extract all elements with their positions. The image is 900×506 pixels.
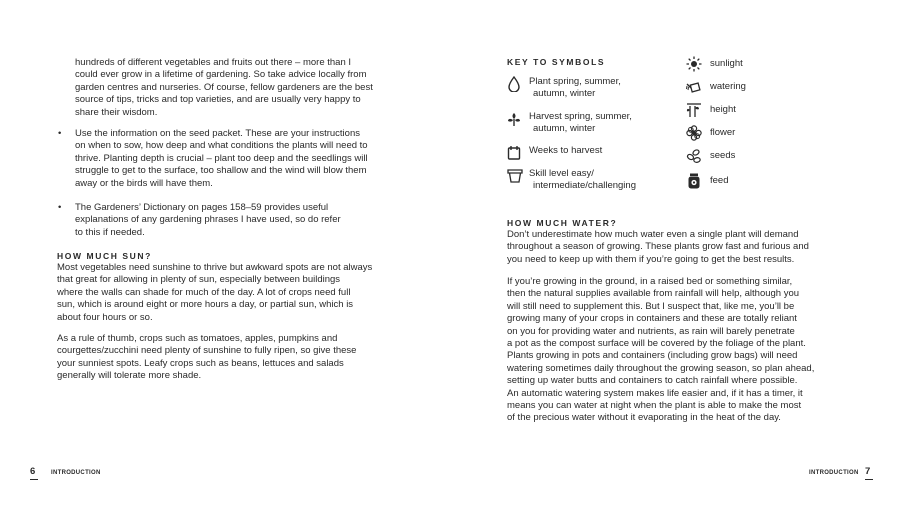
calendar-icon [507,145,523,161]
pot-icon [507,168,523,184]
flower-icon [686,125,702,141]
sun-paragraph-1: Most vegetables need sunshine to thrive but awkward spots are not always that great for allowing in plenty of sun, especially between buildings where the walls can shade for much of the day. A lot of crops need full sun, which is around eight or more hours a day, or partial sun, which is about four hours or so. [57,262,373,323]
sun-icon [686,56,702,72]
symbol-sunlight: sunlight [686,56,743,72]
sun-heading: HOW MUCH SUN? [57,251,152,261]
height-icon [686,102,702,118]
bullet-dictionary: The Gardeners’ Dictionary on pages 158–59 provides useful explanations of any gardening phrases I have used, so do refer to this if needed. [75,202,341,238]
symbol-skill: Skill level easy/ intermediate/challenging [507,168,636,193]
symbol-seeds: seeds [686,148,735,164]
symbols-heading: KEY TO SYMBOLS [507,57,606,67]
intro-paragraph: hundreds of different vegetables and fruits out there – more than I could ever grow in a lifetime of gardening. So take advice locally from garden centres and nurseries. Of course, fellow gardeners are the best source of tips, tricks and top varieties, and are usually very happy to share their wisdom. [75,57,373,118]
sun-paragraph-2: As a rule of thumb, crops such as tomatoes, apples, pumpkins and courgettes/zucchini need plenty of sunshine to fully ripen, so give these your sunniest spots. Leafy crops such as beans, lettuces and salads generally will tolerate more shade. [57,333,357,382]
symbol-harvest: Harvest spring, summer, autumn, winter [507,111,632,136]
bullet-mark: • [58,202,62,213]
symbol-weeks: Weeks to harvest [507,145,602,161]
water-heading: HOW MUCH WATER? [507,218,618,228]
harvest-leaves-icon [507,111,523,127]
symbol-plant: Plant spring, summer, autumn, winter [507,76,621,101]
symbol-height: height [686,102,736,118]
symbol-flower: flower [686,125,735,141]
seeds-icon [686,148,702,164]
running-footer: INTRODUCTION [809,470,859,476]
symbol-watering: watering [686,79,746,95]
water-paragraph-1: Don’t underestimate how much water even a single plant will demand throughout a season of growing. These plants grow fast and furious and you need to keep up with them if you’re going to get the best results. [507,229,809,265]
page-number: 6 [30,466,38,480]
page-number: 7 [865,466,873,480]
running-footer: INTRODUCTION [51,470,101,476]
bullet-mark: • [58,128,62,139]
symbol-feed: feed [686,173,729,189]
seed-drop-icon [507,76,523,92]
water-paragraph-2: If you’re growing in the ground, in a raised bed or something similar, then the natural supplies available from rainfall will help, although you will still need to supplement this. But I suspect that, like me, you’ll be growing many of your crops in containers and these are totally reliant on you for providing water and nutrients, as rain will barely penetrate a pot as the compost surface will be covered by the foliage of the plant. Plants growing in pots and containers (including grow bags) will need watering sometimes daily throughout the growing season, so plan ahead, setting up water butts and containers to catch rainfall where possible. An automatic watering system makes life easier and, if it has a timer, it means you can water at night when the plant is able to make the most of the precious water without it evaporating in the heat of the day. [507,276,815,424]
feed-bottle-icon [686,173,702,189]
right-page [450,0,900,506]
bullet-seed-packet: Use the information on the seed packet. These are your instructions on when to sow, how deep and what conditions the plants will need to thrive. Planting depth is crucial – plant too deep and the seedlings will struggle to get to the surface, too shallow and the wind will blow them away or the birds will have them. [75,128,368,189]
watering-can-icon [686,79,702,95]
